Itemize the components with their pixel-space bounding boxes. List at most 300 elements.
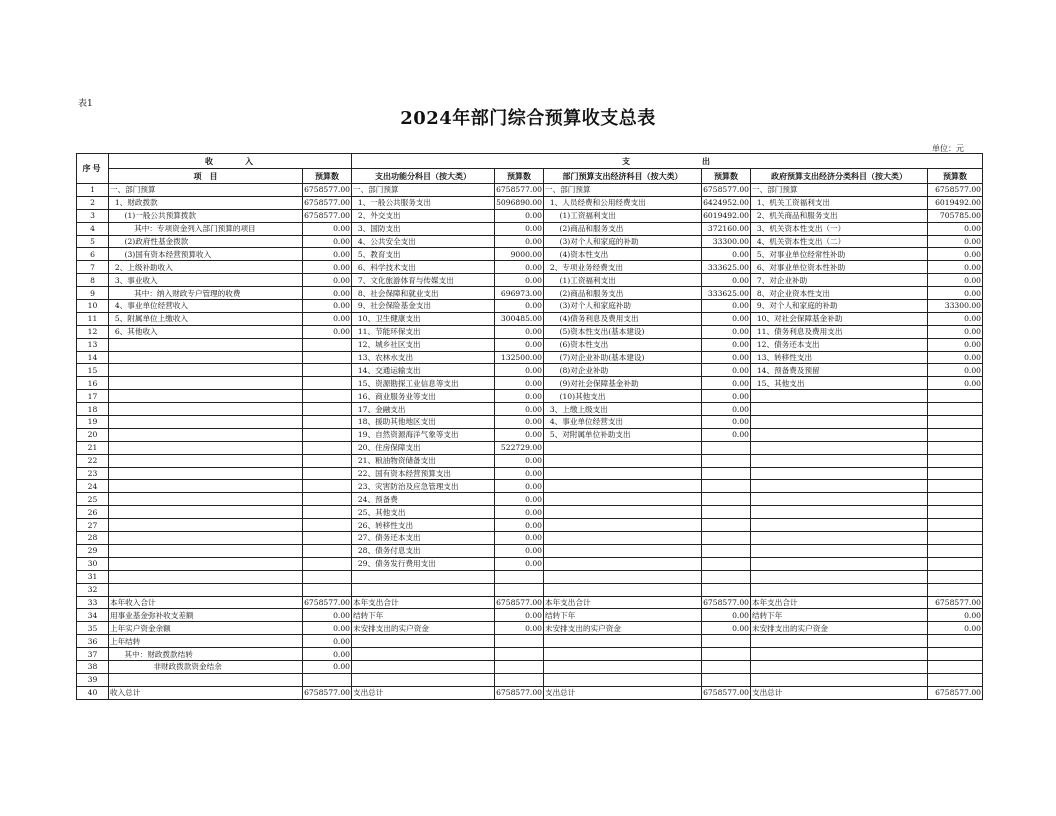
economic-item: (7)对企业补助(基本建设) xyxy=(544,351,702,364)
income-amount xyxy=(303,570,352,583)
function-amount: 696973.00 xyxy=(495,287,544,300)
gov-economic-amount xyxy=(928,480,983,493)
economic-amount: 33300.00 xyxy=(702,235,751,248)
row-number: 15 xyxy=(77,364,109,377)
row-number: 40 xyxy=(77,686,109,699)
economic-amount: 0.00 xyxy=(702,609,751,622)
gov-economic-amount: 0.00 xyxy=(928,325,983,338)
income-item xyxy=(109,480,303,493)
income-amount xyxy=(303,364,352,377)
function-item: 11、节能环保支出 xyxy=(352,325,495,338)
income-amount: 0.00 xyxy=(303,287,352,300)
column-header: 预算数 xyxy=(303,169,352,184)
row-number: 8 xyxy=(77,274,109,287)
economic-item xyxy=(544,570,702,583)
economic-amount: 0.00 xyxy=(702,622,751,635)
gov-economic-item: 8、对企业资本性支出 xyxy=(751,287,928,300)
income-amount xyxy=(303,583,352,596)
income-item xyxy=(109,441,303,454)
economic-amount: 0.00 xyxy=(702,428,751,441)
gov-economic-item: 未安排支出的实户资金 xyxy=(751,622,928,635)
function-amount: 0.00 xyxy=(495,338,544,351)
income-item: 上年结转 xyxy=(109,635,303,648)
gov-economic-item: 12、债务还本支出 xyxy=(751,338,928,351)
economic-item xyxy=(544,506,702,519)
function-amount: 0.00 xyxy=(495,544,544,557)
function-item xyxy=(352,673,495,686)
income-amount: 6758577.00 xyxy=(304,688,350,698)
gov-economic-amount xyxy=(928,454,983,467)
income-amount xyxy=(303,532,352,545)
table-row xyxy=(77,312,983,325)
table-row xyxy=(77,390,983,403)
economic-item: 3、上缴上级支出 xyxy=(544,403,702,416)
gov-economic-item xyxy=(751,532,928,545)
gov-economic-item xyxy=(751,673,928,686)
row-number: 22 xyxy=(77,454,109,467)
gov-economic-item: 支出总计 xyxy=(751,686,928,699)
table-row xyxy=(77,209,983,222)
column-header: 项 目 xyxy=(109,169,303,184)
function-amount: 300485.00 xyxy=(495,312,544,325)
table-row xyxy=(77,377,983,390)
function-amount: 0.00 xyxy=(495,506,544,519)
function-item: 10、卫生健康支出 xyxy=(352,312,495,325)
function-item: 23、灾害防治及应急管理支出 xyxy=(352,480,495,493)
table-row xyxy=(77,222,983,235)
economic-item: 5、对附属单位补助支出 xyxy=(544,428,702,441)
income-amount: 0.00 xyxy=(303,235,352,248)
income-item xyxy=(109,532,303,545)
economic-amount xyxy=(702,467,751,480)
gov-economic-amount: 0.00 xyxy=(928,377,983,390)
income-amount: 0.00 xyxy=(303,248,352,261)
gov-economic-item xyxy=(751,583,928,596)
income-amount: 0.00 xyxy=(303,648,352,661)
function-item: 18、援助其他地区支出 xyxy=(352,416,495,429)
table-row xyxy=(77,635,983,648)
table-row xyxy=(77,351,983,364)
gov-economic-item: 本年支出合计 xyxy=(751,596,928,609)
gov-economic-item: 4、机关资本性支出（二） xyxy=(751,235,928,248)
gov-economic-amount xyxy=(928,416,983,429)
economic-item: 2、专项业务经费支出 xyxy=(544,261,702,274)
expense-group-header: 支 出 xyxy=(352,154,983,169)
economic-item xyxy=(544,532,702,545)
function-amount: 0.00 xyxy=(495,622,544,635)
economic-amount: 0.00 xyxy=(702,312,751,325)
function-amount xyxy=(495,570,544,583)
function-amount: 9000.00 xyxy=(495,248,544,261)
table-row xyxy=(77,300,983,313)
table-row xyxy=(77,596,983,609)
gov-economic-amount: 0.00 xyxy=(928,287,983,300)
economic-item xyxy=(544,635,702,648)
economic-amount: 333625.00 xyxy=(702,287,751,300)
table-row xyxy=(77,325,983,338)
function-amount: 132500.00 xyxy=(495,351,544,364)
function-amount: 0.00 xyxy=(495,209,544,222)
economic-amount xyxy=(702,454,751,467)
function-amount xyxy=(495,583,544,596)
economic-item xyxy=(544,583,702,596)
table-row xyxy=(77,583,983,596)
economic-amount: 6758577.00 xyxy=(703,688,749,698)
income-amount xyxy=(303,480,352,493)
income-item xyxy=(109,673,303,686)
economic-item xyxy=(544,519,702,532)
economic-amount xyxy=(702,519,751,532)
economic-item: 4、事业单位经营支出 xyxy=(544,416,702,429)
gov-economic-amount xyxy=(928,441,983,454)
income-item xyxy=(109,377,303,390)
gov-economic-item: 1、机关工资福利支出 xyxy=(751,196,928,209)
function-amount: 0.00 xyxy=(495,325,544,338)
function-item: 21、粮油物资储备支出 xyxy=(352,454,495,467)
function-amount: 0.00 xyxy=(495,454,544,467)
document-title: 2024年部门综合预算收支总表 xyxy=(400,108,656,129)
income-amount xyxy=(303,544,352,557)
row-number: 28 xyxy=(77,532,109,545)
income-amount xyxy=(303,403,352,416)
economic-item: (1)工资福利支出 xyxy=(544,274,702,287)
income-item xyxy=(109,416,303,429)
gov-economic-item: 15、其他支出 xyxy=(751,377,928,390)
gov-economic-item xyxy=(751,416,928,429)
income-amount xyxy=(303,416,352,429)
table-row xyxy=(77,287,983,300)
income-amount xyxy=(303,390,352,403)
function-item: 15、资源勘探工业信息等支出 xyxy=(352,377,495,390)
gov-economic-amount: 0.00 xyxy=(928,622,983,635)
income-amount xyxy=(303,519,352,532)
row-number: 39 xyxy=(77,673,109,686)
gov-economic-item xyxy=(751,557,928,570)
function-item: 未安排支出的实户资金 xyxy=(352,622,495,635)
row-number: 4 xyxy=(77,222,109,235)
income-amount: 0.00 xyxy=(303,222,352,235)
gov-economic-item xyxy=(751,428,928,441)
function-amount: 0.00 xyxy=(495,519,544,532)
gov-economic-amount: 0.00 xyxy=(928,235,983,248)
function-item xyxy=(352,570,495,583)
income-amount xyxy=(303,428,352,441)
function-item: 3、国防支出 xyxy=(352,222,495,235)
table-header xyxy=(77,154,983,184)
income-item xyxy=(109,493,303,506)
column-header: 支出功能分科目（按大类） xyxy=(352,169,495,184)
function-item: 19、自然资源海洋气象等支出 xyxy=(352,428,495,441)
function-item: 5、教育支出 xyxy=(352,248,495,261)
income-item xyxy=(109,519,303,532)
row-number: 10 xyxy=(77,300,109,313)
economic-item: (3)对个人和家庭补助 xyxy=(544,300,702,313)
income-amount: 6758577.00 xyxy=(304,185,350,195)
economic-item: (4)债务利息及费用支出 xyxy=(544,312,702,325)
table-row xyxy=(77,648,983,661)
row-number: 32 xyxy=(77,583,109,596)
economic-item: 支出总计 xyxy=(544,686,702,699)
income-amount: 0.00 xyxy=(303,261,352,274)
function-item xyxy=(352,583,495,596)
gov-economic-amount xyxy=(928,519,983,532)
gov-economic-amount xyxy=(928,544,983,557)
gov-economic-amount: 0.00 xyxy=(928,364,983,377)
income-item: 2、上级补助收入 xyxy=(109,261,303,274)
gov-economic-item: 10、对社会保障基金补助 xyxy=(751,312,928,325)
gov-economic-amount xyxy=(928,660,983,673)
income-amount xyxy=(303,493,352,506)
function-item: 1、一般公共服务支出 xyxy=(352,196,495,209)
economic-item xyxy=(544,493,702,506)
row-number: 33 xyxy=(77,596,109,609)
economic-item xyxy=(544,441,702,454)
table-row xyxy=(77,441,983,454)
function-amount: 0.00 xyxy=(495,274,544,287)
function-item: 6、科学技术支出 xyxy=(352,261,495,274)
gov-economic-amount: 705785.00 xyxy=(928,209,983,222)
income-amount: 0.00 xyxy=(303,635,352,648)
income-amount: 0.00 xyxy=(303,660,352,673)
economic-amount: 0.00 xyxy=(702,325,751,338)
table-row xyxy=(77,184,983,197)
income-group-header: 收 入 xyxy=(109,154,352,169)
gov-economic-amount xyxy=(928,390,983,403)
economic-item: 本年支出合计 xyxy=(544,596,702,609)
table-row xyxy=(77,467,983,480)
row-number: 3 xyxy=(77,209,109,222)
column-header: 预算数 xyxy=(702,169,751,184)
gov-economic-item xyxy=(751,493,928,506)
economic-item xyxy=(544,660,702,673)
function-amount: 0.00 xyxy=(495,261,544,274)
economic-item xyxy=(544,673,702,686)
income-item: 3、事业收入 xyxy=(109,274,303,287)
row-number: 36 xyxy=(77,635,109,648)
gov-economic-amount: 33300.00 xyxy=(928,300,983,313)
economic-item: 1、人员经费和公用经费支出 xyxy=(544,196,702,209)
economic-item xyxy=(544,544,702,557)
gov-economic-amount: 0.00 xyxy=(928,351,983,364)
table-row xyxy=(77,544,983,557)
income-item: (1)一般公共预算拨款 xyxy=(109,209,303,222)
income-amount xyxy=(303,377,352,390)
row-number: 23 xyxy=(77,467,109,480)
gov-economic-amount xyxy=(928,648,983,661)
income-item xyxy=(109,544,303,557)
economic-amount xyxy=(702,635,751,648)
row-number: 24 xyxy=(77,480,109,493)
function-item: 9、社会保险基金支出 xyxy=(352,300,495,313)
economic-item xyxy=(544,454,702,467)
gov-economic-item: 11、债务利息及费用支出 xyxy=(751,325,928,338)
table-row xyxy=(77,338,983,351)
gov-economic-item: 14、预备费及预留 xyxy=(751,364,928,377)
function-item: 4、公共安全支出 xyxy=(352,235,495,248)
gov-economic-item xyxy=(751,480,928,493)
gov-economic-amount xyxy=(928,467,983,480)
economic-amount: 6019492.00 xyxy=(703,211,749,221)
row-number: 25 xyxy=(77,493,109,506)
table-row xyxy=(77,480,983,493)
function-amount: 6758577.00 xyxy=(496,185,542,195)
economic-amount: 0.00 xyxy=(702,403,751,416)
table-row xyxy=(77,686,983,699)
economic-amount: 0.00 xyxy=(702,390,751,403)
row-number: 20 xyxy=(77,428,109,441)
table-row xyxy=(77,454,983,467)
gov-economic-item: 9、对个人和家庭的补助 xyxy=(751,300,928,313)
economic-amount: 333625.00 xyxy=(702,261,751,274)
function-item: 16、商业服务业等支出 xyxy=(352,390,495,403)
income-item: 上年实户资金余额 xyxy=(109,622,303,635)
income-item: 用事业基金弥补收支差额 xyxy=(109,609,303,622)
economic-amount xyxy=(702,493,751,506)
income-amount: 0.00 xyxy=(303,609,352,622)
function-item: 28、债务付息支出 xyxy=(352,544,495,557)
gov-economic-amount xyxy=(928,570,983,583)
function-amount xyxy=(495,673,544,686)
table-row xyxy=(77,428,983,441)
economic-item: 未安排支出的实户资金 xyxy=(544,622,702,635)
function-item: 27、债务还本支出 xyxy=(352,532,495,545)
gov-economic-item: 3、机关资本性支出（一） xyxy=(751,222,928,235)
income-item xyxy=(109,351,303,364)
income-item xyxy=(109,557,303,570)
function-item: 17、金融支出 xyxy=(352,403,495,416)
function-amount: 0.00 xyxy=(495,235,544,248)
gov-economic-amount: 0.00 xyxy=(928,248,983,261)
row-number: 1 xyxy=(77,184,109,197)
income-amount xyxy=(303,673,352,686)
function-item xyxy=(352,660,495,673)
income-item: 一、部门预算 xyxy=(109,184,303,197)
row-number: 29 xyxy=(77,544,109,557)
economic-item: 一、部门预算 xyxy=(544,184,702,197)
function-item xyxy=(352,648,495,661)
function-item: 29、债务发行费用支出 xyxy=(352,557,495,570)
row-number: 14 xyxy=(77,351,109,364)
table-row xyxy=(77,364,983,377)
function-amount xyxy=(495,648,544,661)
function-item: 22、国有资本经营预算支出 xyxy=(352,467,495,480)
income-item: 收入总计 xyxy=(109,686,303,699)
economic-amount: 6424952.00 xyxy=(703,198,749,208)
economic-item: (2)商品和服务支出 xyxy=(544,222,702,235)
gov-economic-item: 结转下年 xyxy=(751,609,928,622)
row-number: 16 xyxy=(77,377,109,390)
column-header: 预算数 xyxy=(495,169,544,184)
income-amount: 0.00 xyxy=(303,300,352,313)
function-item: 14、交通运输支出 xyxy=(352,364,495,377)
gov-economic-item: 5、对事业单位经常性补助 xyxy=(751,248,928,261)
income-item: 其中：纳入财政专户管理的收费 xyxy=(109,287,303,300)
function-amount: 0.00 xyxy=(495,364,544,377)
function-item: 7、文化旅游体育与传媒支出 xyxy=(352,274,495,287)
function-amount: 522729.00 xyxy=(495,441,544,454)
income-item xyxy=(109,403,303,416)
table-row xyxy=(77,416,983,429)
function-amount: 5096890.00 xyxy=(496,198,542,208)
row-number: 26 xyxy=(77,506,109,519)
gov-economic-item xyxy=(751,648,928,661)
income-amount: 0.00 xyxy=(303,274,352,287)
gov-economic-amount: 0.00 xyxy=(928,338,983,351)
gov-economic-item xyxy=(751,570,928,583)
function-item: 12、城乡社区支出 xyxy=(352,338,495,351)
function-amount: 6758577.00 xyxy=(496,688,542,698)
function-item: 25、其他支出 xyxy=(352,506,495,519)
gov-economic-amount xyxy=(928,506,983,519)
income-item: 6、其他收入 xyxy=(109,325,303,338)
row-number: 13 xyxy=(77,338,109,351)
gov-economic-amount xyxy=(928,532,983,545)
economic-item: (9)对社会保障基金补助 xyxy=(544,377,702,390)
economic-amount: 0.00 xyxy=(702,351,751,364)
economic-amount xyxy=(702,648,751,661)
economic-amount xyxy=(702,660,751,673)
income-amount xyxy=(303,506,352,519)
function-amount: 0.00 xyxy=(495,480,544,493)
income-item: 非财政拨款资金结余 xyxy=(109,660,303,673)
economic-amount xyxy=(702,506,751,519)
function-item: 13、农林水支出 xyxy=(352,351,495,364)
table-row xyxy=(77,274,983,287)
function-amount: 0.00 xyxy=(495,300,544,313)
gov-economic-item: 7、对企业补助 xyxy=(751,274,928,287)
column-header: 预算数 xyxy=(928,169,983,184)
income-amount xyxy=(303,338,352,351)
function-item: 26、转移性支出 xyxy=(352,519,495,532)
gov-economic-item xyxy=(751,635,928,648)
economic-amount: 6758577.00 xyxy=(703,597,749,607)
economic-amount xyxy=(702,480,751,493)
gov-economic-amount xyxy=(928,635,983,648)
income-amount: 6758577.00 xyxy=(304,597,350,607)
economic-item: (5)资本性支出(基本建设) xyxy=(544,325,702,338)
gov-economic-item xyxy=(751,403,928,416)
row-number: 5 xyxy=(77,235,109,248)
income-item: 1、财政拨款 xyxy=(109,196,303,209)
income-amount: 0.00 xyxy=(303,325,352,338)
row-number: 11 xyxy=(77,312,109,325)
income-item xyxy=(109,338,303,351)
gov-economic-item xyxy=(751,519,928,532)
income-item: 4、事业单位经营收入 xyxy=(109,300,303,313)
function-amount: 6758577.00 xyxy=(496,597,542,607)
function-amount: 0.00 xyxy=(495,390,544,403)
gov-economic-item xyxy=(751,506,928,519)
function-amount: 0.00 xyxy=(495,467,544,480)
function-amount xyxy=(495,660,544,673)
row-number: 17 xyxy=(77,390,109,403)
income-item: (3)国有资本经营预算收入 xyxy=(109,248,303,261)
economic-item: (10)其他支出 xyxy=(544,390,702,403)
row-number: 38 xyxy=(77,660,109,673)
economic-item xyxy=(544,648,702,661)
function-item: 2、外交支出 xyxy=(352,209,495,222)
row-number: 31 xyxy=(77,570,109,583)
table-row xyxy=(77,196,983,209)
economic-amount xyxy=(702,583,751,596)
economic-amount: 6758577.00 xyxy=(703,185,749,195)
function-item: 本年支出合计 xyxy=(352,596,495,609)
economic-amount xyxy=(702,544,751,557)
table-row xyxy=(77,622,983,635)
table-row xyxy=(77,570,983,583)
income-amount xyxy=(303,441,352,454)
economic-amount xyxy=(702,441,751,454)
